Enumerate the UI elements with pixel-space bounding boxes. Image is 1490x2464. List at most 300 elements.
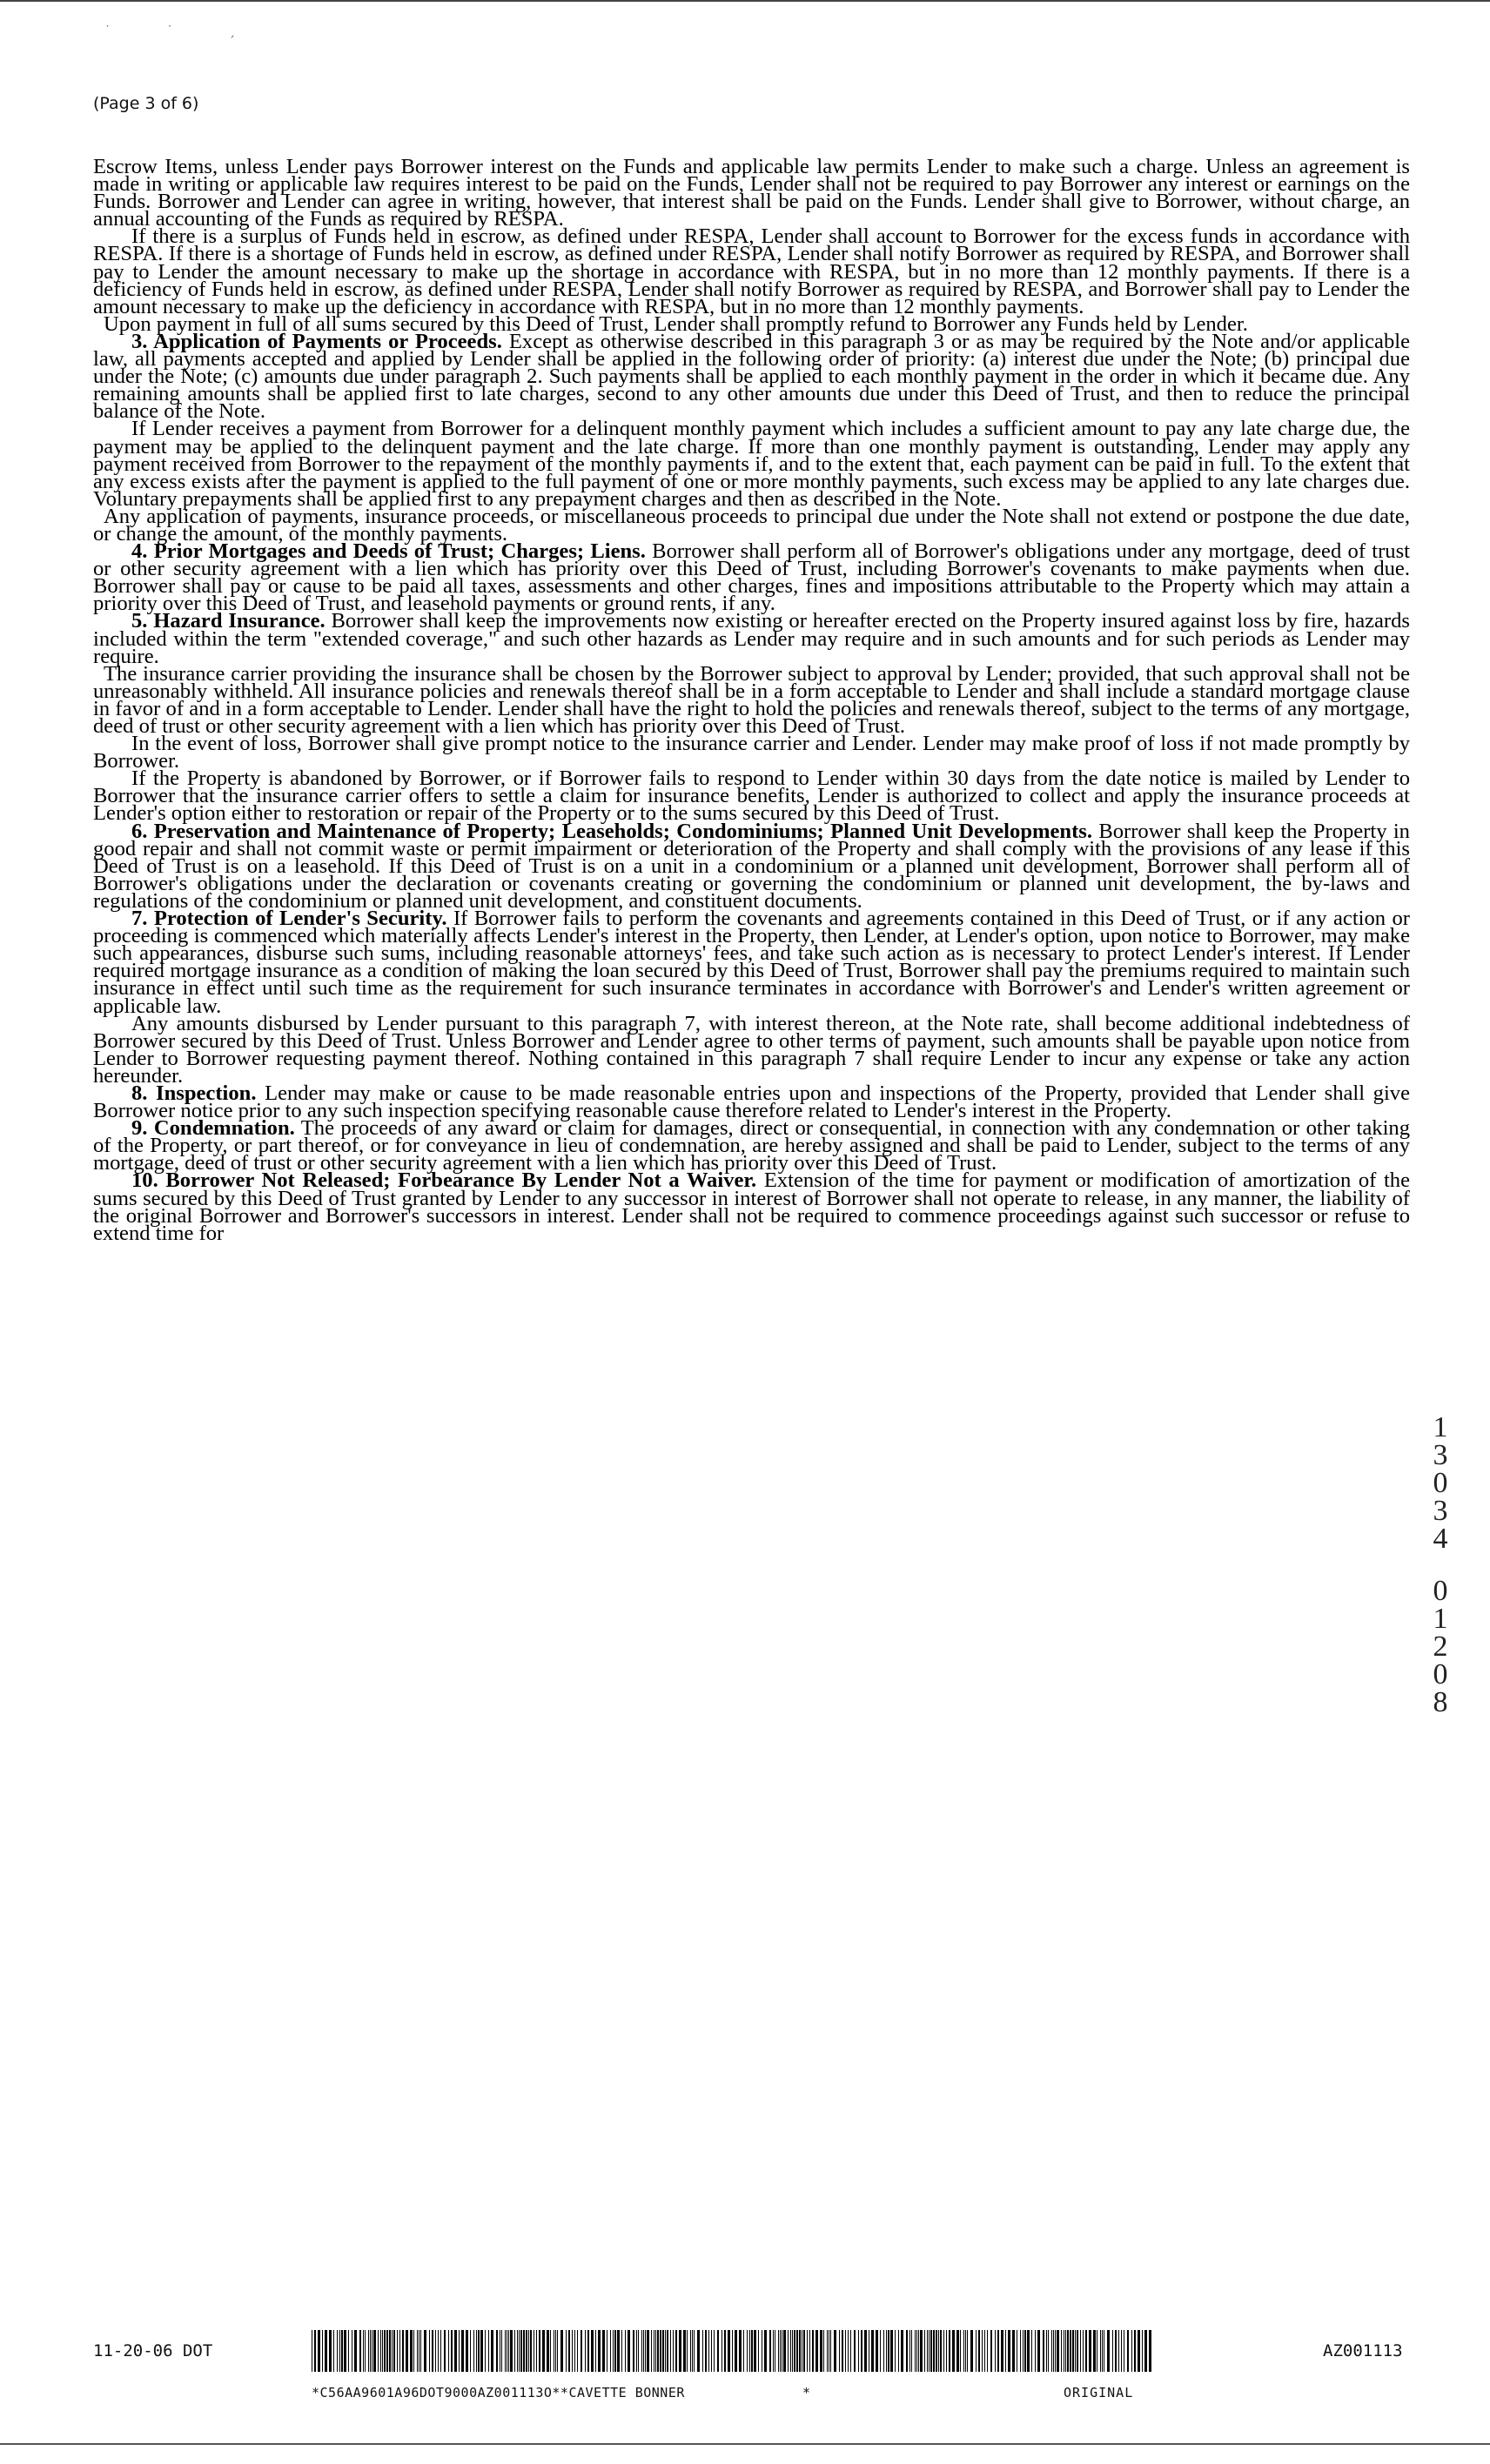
barcode-bar [402, 2330, 404, 2372]
barcode-bar [523, 2330, 525, 2372]
barcode-bar [365, 2330, 366, 2372]
barcode-bar [984, 2330, 985, 2372]
barcode-bar [1112, 2330, 1113, 2372]
barcode-bar [876, 2330, 878, 2372]
barcode-bar [773, 2330, 774, 2372]
barcode-bar [933, 2330, 935, 2372]
barcode-bar [389, 2330, 391, 2372]
barcode-bar [946, 2330, 947, 2372]
barcode-bar [1051, 2330, 1052, 2372]
paragraph-amounts-disbursed: Any amounts disbursed by Lender pursuant to this paragraph 7, with interest thereon, at the Note rate, shall become additional indebtedness of Borrower secured by this Deed of Trust. Unless Borrower and Lender agree to other terms of payment, such amounts shall be payable upon notice from Lender to Borrower requesting payment thereof. Nothing contained in this paragraph 7 shall require Lender to incur any expense or take any action hereunder. [93, 1011, 1410, 1088]
barcode-bar [967, 2330, 968, 2372]
document-body [93, 155, 1411, 1245]
barcode-caption: *C56AA9601A96DOT9000AZ001113O**CAVETTE BONNER [312, 2385, 685, 2400]
barcode-bar [1075, 2330, 1076, 2372]
barcode-bar [842, 2330, 843, 2372]
barcode-bar [647, 2330, 649, 2372]
barcode-bar [501, 2330, 502, 2372]
barcode-bar [769, 2330, 771, 2372]
barcode-bar [1072, 2330, 1074, 2372]
barcode-bar [1027, 2330, 1030, 2372]
barcode-bar [574, 2330, 575, 2372]
section-5-text: Borrower shall keep the improvements now existing or hereafter erected on the Property insured against loss by fire, hazards included within the term "extended coverage," and such other hazards as Lender may require and in such amounts and for such periods as Lender may require. [93, 609, 1410, 668]
barcode-bar [918, 2330, 919, 2372]
stamp-digit: 1 [1433, 1603, 1448, 1635]
barcode-bar [587, 2330, 589, 2372]
barcode-bar [1053, 2330, 1054, 2372]
barcode-bar [850, 2330, 851, 2372]
barcode-bar [747, 2330, 748, 2372]
barcode-bar [670, 2330, 671, 2372]
paragraph-refund: Upon payment in full of all sums secured by this Deed of Trust, Lender shall promptly refund to Borrower any Funds held by Lender. [104, 311, 1248, 336]
barcode-bar [820, 2330, 822, 2372]
barcode-bar [528, 2330, 529, 2372]
barcode-bar [673, 2330, 674, 2372]
barcode-bar [444, 2330, 446, 2372]
barcode-bar [662, 2330, 664, 2372]
barcode-bar [560, 2330, 563, 2372]
barcode-bar [1067, 2330, 1069, 2372]
paragraph-surplus-funds: If there is a surplus of Funds held in escrow, as defined under RESPA, Lender shall account to Borrower for the excess funds in accordance with RESPA. If there is a shortage of Funds held in escrow, as defined under RESPA, Lender shall notify Borrower as required by RESPA, and Borrower shall pay to Lender the amount necessary to make up the shortage in accordance with RESPA, but in no more than 12 monthly payments. If there is a deficiency of Funds held in escrow, as defined under RESPA, Lender shall notify Borrower as required by RESPA, and Borrower shall pay to Lender the amount necessary to make up the deficiency in accordance with RESPA, but in no more than 12 monthly payments. [93, 224, 1410, 318]
barcode-bar [435, 2330, 436, 2372]
barcode-bar [987, 2330, 988, 2372]
barcode-bar [547, 2330, 549, 2372]
barcode-bar [1115, 2330, 1117, 2372]
barcode-bar [909, 2330, 910, 2372]
barcode-bar [1061, 2330, 1062, 2372]
barcode-bar [542, 2330, 545, 2372]
barcode-bar [440, 2330, 441, 2372]
barcode-bar [890, 2330, 893, 2372]
barcode-bar [1037, 2330, 1040, 2372]
barcode-bar [354, 2330, 357, 2372]
barcode-bar [916, 2330, 917, 2372]
barcode-bar [1070, 2330, 1071, 2372]
barcode-bar [692, 2330, 693, 2372]
barcode-bar [1048, 2330, 1049, 2372]
barcode-bar [555, 2330, 556, 2372]
barcode-bar [960, 2330, 961, 2372]
barcode-bar [888, 2330, 889, 2372]
barcode-bar [386, 2330, 388, 2372]
barcode-bar [697, 2330, 700, 2372]
section-6 [93, 819, 1410, 913]
barcode-bar [864, 2330, 867, 2372]
barcode-bar [751, 2330, 753, 2372]
barcode-bar [1065, 2330, 1066, 2372]
section-10 [93, 1168, 1410, 1245]
barcode-bar [1149, 2330, 1151, 2372]
barcode-bar [978, 2330, 980, 2372]
barcode-bar [754, 2330, 756, 2372]
barcode-bar [861, 2330, 862, 2372]
barcode-bar [1093, 2330, 1096, 2372]
barcode-bar [898, 2330, 899, 2372]
original-label: ORIGINAL [1064, 2385, 1134, 2400]
barcode-bar [397, 2330, 398, 2372]
paragraph-insurance-carrier: The insurance carrier providing the insurance shall be chosen by the Borrower subject to approval by Lender; provided, that such approval shall not be unreasonably withheld. All insurance policies and renewals thereof shall be in a form acceptable to Lender and shall include a standard mortgage clause in favor of and in a form acceptable to Lender. Lender shall have the right to hold the policies and renewals thereof, subject to the terms of any mortgage, deed of trust or other security agreement with a lien which has priority over this Deed of Trust. [93, 661, 1410, 738]
barcode-bar [665, 2330, 666, 2372]
barcode-bar [711, 2330, 712, 2372]
barcode-bar [566, 2330, 567, 2372]
barcode-bar [827, 2330, 828, 2372]
barcode-bar [714, 2330, 715, 2372]
barcode-bar [591, 2330, 594, 2372]
barcode-bar [920, 2330, 923, 2372]
barcode-bar [1144, 2330, 1147, 2372]
barcode-bar [359, 2330, 361, 2372]
barcode-bar [1134, 2330, 1136, 2372]
barcode-bar [845, 2330, 846, 2372]
barcode-bar [690, 2330, 691, 2372]
barcode-bar [485, 2330, 486, 2372]
barcode-bar [880, 2330, 881, 2372]
barcode-bar [420, 2330, 421, 2372]
barcode-bar [924, 2330, 925, 2372]
barcode-bar [1020, 2330, 1021, 2372]
barcode-bar [1118, 2330, 1119, 2372]
barcode-bar [803, 2330, 805, 2372]
barcode-bar [337, 2330, 338, 2372]
barcode-bar [943, 2330, 944, 2372]
barcode-bar [1024, 2330, 1026, 2372]
barcode-bar [526, 2330, 527, 2372]
barcode-bar [470, 2330, 471, 2372]
barcode-bar [728, 2330, 730, 2372]
barcode-bar [796, 2330, 798, 2372]
stamp-digit: 4 [1433, 1523, 1448, 1555]
barcode-bar [536, 2330, 537, 2372]
barcode-bar [1142, 2330, 1143, 2372]
barcode-bar [478, 2330, 480, 2372]
barcode-bar [429, 2330, 430, 2372]
barcode-bar [314, 2330, 316, 2372]
barcode-bar [938, 2330, 939, 2372]
barcode-bar [625, 2330, 626, 2372]
barcode-bar [743, 2330, 744, 2372]
section-8-text: Lender may make or cause to be made reasonable entries upon and inspections of the Property, provided that Lender shall give Borrower notice prior to any such inspection specifying reasonable cause therefore related to Lender's interest in the Property. [93, 1081, 1410, 1123]
bottom-edge-line [0, 2443, 1490, 2445]
barcode-bar [783, 2330, 786, 2372]
barcode-bar [339, 2330, 340, 2372]
barcode-bar [438, 2330, 439, 2372]
recording-number-stamp [1426, 1411, 1455, 1718]
barcode-bar [598, 2330, 601, 2372]
barcode-bar [1008, 2330, 1010, 2372]
barcode-bar [792, 2330, 793, 2372]
barcode-bar [906, 2330, 908, 2372]
barcode-bar [568, 2330, 570, 2372]
barcode-bar [930, 2330, 932, 2372]
barcode-bar [1055, 2330, 1056, 2372]
barcode-bar [373, 2330, 376, 2372]
barcode-bar [997, 2330, 999, 2372]
barcode-bar [1138, 2330, 1140, 2372]
barcode-bar [393, 2330, 395, 2372]
barcode-bar [517, 2330, 518, 2372]
section-8-heading: 8. Inspection. [131, 1081, 257, 1105]
barcode-bar [322, 2330, 323, 2372]
section-10-heading: 10. Borrower Not Released; Forbearance By Lender Not a Waiver. [131, 1168, 757, 1193]
barcode-bar [585, 2330, 586, 2372]
barcode-bar [794, 2330, 795, 2372]
barcode-bar [602, 2330, 605, 2372]
barcode-bar [461, 2330, 464, 2372]
barcode-bar [505, 2330, 506, 2372]
barcode-bar [476, 2330, 477, 2372]
barcode-bar [780, 2330, 781, 2372]
barcode-bar [318, 2330, 320, 2372]
section-9 [93, 1116, 1411, 1175]
barcode-bar [368, 2330, 369, 2372]
barcode-bar [643, 2330, 644, 2372]
barcode-bar [749, 2330, 750, 2372]
barcode-bar [675, 2330, 677, 2372]
barcode-bar [1046, 2330, 1047, 2372]
barcode-bar [488, 2330, 489, 2372]
barcode-bar [641, 2330, 642, 2372]
paragraph-event-of-loss: In the event of loss, Borrower shall give prompt notice to the insurance carrier and Lender. Lender may make proof of loss if not made promptly by Borrower. [93, 732, 1410, 773]
barcode-bar [613, 2330, 614, 2372]
barcode-bar [520, 2330, 522, 2372]
barcode-bar [883, 2330, 884, 2372]
barcode-bar [963, 2330, 964, 2372]
barcode-bar [895, 2330, 896, 2372]
barcode-bar [901, 2330, 903, 2372]
form-code: 11-20-06 DOT [93, 2341, 213, 2360]
barcode-bar [1080, 2330, 1081, 2372]
page-number: (Page 3 of 6) [93, 94, 199, 113]
paragraph-property-abandoned: If the Property is abandoned by Borrower, or if Borrower fails to respond to Lender within 30 days from the date notice is mailed by Lender to Borrower that the insurance carrier offers to settle a claim for insurance benefits, Lender is authorized to collect and apply the insurance proceeds at Lender's option either to restoration or repair of the Property or to the sums secured by this Deed of Trust. [93, 767, 1410, 826]
section-4 [93, 539, 1410, 616]
barcode-bar [970, 2330, 973, 2372]
barcode-asterisk: * [802, 2385, 811, 2400]
barcode-bar [550, 2330, 551, 2372]
barcode-bar [915, 2330, 916, 2372]
barcode-bar [927, 2330, 928, 2372]
barcode-bar [341, 2330, 343, 2372]
barcode-bar [406, 2330, 408, 2372]
barcode-bar [392, 2330, 393, 2372]
barcode-bar [344, 2330, 346, 2372]
barcode-bar [799, 2330, 801, 2372]
barcode-bar [508, 2330, 509, 2372]
barcode-bar [638, 2330, 639, 2372]
barcode-bar [1131, 2330, 1132, 2372]
barcode-bar [1057, 2330, 1059, 2372]
barcode-bar [949, 2330, 950, 2372]
stamp-digit: 1 [1433, 1411, 1448, 1443]
barcode-bar [329, 2330, 332, 2372]
stamp-digit: 2 [1433, 1630, 1448, 1663]
section-3-heading: 3. Application of Payments or Proceeds. [131, 329, 502, 353]
barcode-bar [830, 2330, 831, 2372]
stamp-digit: 3 [1433, 1495, 1448, 1527]
barcode-bar [956, 2330, 959, 2372]
section-8 [93, 1081, 1410, 1123]
barcode-bar [1102, 2330, 1103, 2372]
barcode-bar [628, 2330, 630, 2372]
paragraph-escrow-items: Escrow Items, unless Lender pays Borrower interest on the Funds and applicable law permits Lender to make such a charge. Unless an agreement is made in writing or applicable law requires interest to be paid on the Funds, Lender shall not be required to pay Borrower any interest or earnings on the Funds. Borrower and Lender can agree in writing, however, that interest shall be paid on the Funds. Lender shall give to Borrower, without charge, an annual accounting of the Funds as required by RESPA. [93, 155, 1410, 231]
barcode-bar [530, 2330, 532, 2372]
barcode-bar [363, 2330, 364, 2372]
section-7-heading: 7. Protection of Lender's Security. [131, 907, 447, 931]
barcode-bar [976, 2330, 977, 2372]
section-9-heading: 9. Condemnation. [131, 1116, 295, 1141]
barcode-bar [480, 2330, 483, 2372]
barcode [312, 2330, 1154, 2372]
section-6-heading: 6. Preservation and Maintenance of Property; Leaseholds; Condominiums; Planned Unit Developments. [131, 819, 1092, 843]
section-4-text: Borrower shall perform all of Borrower's obligations under any mortgage, deed of trust or other security agreement with a lien which has priority over this Deed of Trust, including Borrower's covenants to make payments when due. Borrower shall pay or cause to be paid all taxes, assessments and other charges, fines and impositions attributable to the Property which may attain a priority over this Deed of Trust, and leasehold payments or ground rents, if any. [93, 539, 1410, 616]
barcode-bar [854, 2330, 856, 2372]
barcode-bar [557, 2330, 558, 2372]
barcode-bar [871, 2330, 874, 2372]
barcode-bar [370, 2330, 371, 2372]
paragraph-application-of-payments: Any application of payments, insurance proceeds, or miscellaneous proceeds to principal due under the Note shall not extend or postpone the due date, or change the amount, of the monthly payments. [93, 504, 1410, 546]
barcode-bar [1077, 2330, 1078, 2372]
stamp-digit: 0 [1433, 1467, 1448, 1499]
barcode-bar [519, 2330, 520, 2372]
barcode-bar [660, 2330, 661, 2372]
stamp-digit: 8 [1433, 1686, 1448, 1718]
barcode-bar [1043, 2330, 1044, 2372]
barcode-bar [1005, 2330, 1006, 2372]
barcode-bar [621, 2330, 622, 2372]
barcode-bar [683, 2330, 686, 2372]
barcode-bar [645, 2330, 646, 2372]
section-3 [93, 329, 1410, 424]
barcode-bar [577, 2330, 578, 2372]
paragraph-delinquent-payment: If Lender receives a payment from Borrower for a delinquent monthly payment which includes a sufficient amount to pay any late charge due, the payment may be applied to the delinquent payment and the late charge. If more than one monthly payment is outstanding, Lender may apply any payment received from Borrower to the repayment of the monthly payments if, and to the extent that, each payment can be paid in full. To the extent that any excess exists after the payment is applied to the full payment of one or more monthly payments, such excess may be applied to any late charges due. Voluntary prepayments shall be applied first to any prepayment charges and then as described in the Note. [93, 417, 1410, 511]
barcode-bar [448, 2330, 449, 2372]
barcode-bar [982, 2330, 983, 2372]
barcode-bar [382, 2330, 383, 2372]
barcode-bar [788, 2330, 789, 2372]
scan-specks: ˙ ˙ ˏ [104, 24, 261, 38]
barcode-bar [1012, 2330, 1015, 2372]
barcode-bar [399, 2330, 400, 2372]
barcode-bar [739, 2330, 742, 2372]
barcode-bar [417, 2330, 418, 2372]
barcode-bar [451, 2330, 453, 2372]
barcode-bar [595, 2330, 596, 2372]
barcode-bar [667, 2330, 668, 2372]
barcode-bar [702, 2330, 703, 2372]
barcode-bar [1107, 2330, 1110, 2372]
barcode-bar [1083, 2330, 1084, 2372]
stamp-gap [1426, 1553, 1455, 1577]
barcode-bar [812, 2330, 814, 2372]
barcode-bar [348, 2330, 349, 2372]
barcode-bar [995, 2330, 996, 2372]
barcode-bar [325, 2330, 327, 2372]
barcode-bar [378, 2330, 379, 2372]
barcode-bar [539, 2330, 540, 2372]
barcode-bar [454, 2330, 457, 2372]
barcode-bar [466, 2330, 468, 2372]
barcode-bar [1001, 2330, 1003, 2372]
barcode-bar [496, 2330, 498, 2372]
stamp-digit: 0 [1433, 1658, 1448, 1691]
section-3-text: Except as otherwise described in this paragraph 3 or as may be required by the Note and/or applicable law, all payments accepted and applied by Lender shall be applied in the following order of priority: (a) interest due under the Note; (b) principal due under the Note; (c) amounts due under paragraph 2. Such payments shall be applied to each monthly payment in the order in which it became due. Any remaining amounts shall be applied first to late charges, second to any other amounts due under this Deed of Trust, and then to reduce the principal balance of the Note. [93, 329, 1410, 424]
barcode-bar [1023, 2330, 1024, 2372]
barcode-bar [1121, 2330, 1122, 2372]
barcode-bar [735, 2330, 737, 2372]
barcode-bar [651, 2330, 652, 2372]
barcode-bar [708, 2330, 709, 2372]
barcode-bar [581, 2330, 582, 2372]
barcode-bar [705, 2330, 707, 2372]
section-7-text: If Borrower fails to perform the covenants and agreements contained in this Deed of Trust, or if any action or proceeding is commenced which materially affects Lender's interest in the Property, then Lender, at Lender's option, upon notice to Borrower, may make such appearances, disburse such sums, including reasonable attorneys' fees, and take such action as is necessary to protect Lender's interest. If Lender required mortgage insurance as a condition of making the loan secured by this Deed of Trust, Borrower shall pay the premiums required to maintain such insurance in effect until such time as the requirement for such insurance terminates in accordance with Borrower's and Lender's written agreement or applicable law. [93, 907, 1410, 1018]
barcode-bar [807, 2330, 808, 2372]
stamp-digit: 3 [1433, 1439, 1448, 1471]
barcode-bar [636, 2330, 637, 2372]
barcode-bar [839, 2330, 840, 2372]
barcode-bar [911, 2330, 912, 2372]
barcode-bar [510, 2330, 513, 2372]
section-4-heading: 4. Prior Mortgages and Deeds of Trust; Charges; Liens. [131, 539, 646, 564]
barcode-bar [432, 2330, 433, 2372]
section-7 [93, 907, 1410, 1018]
barcode-bar [848, 2330, 849, 2372]
barcode-bar [491, 2330, 493, 2372]
barcode-bar [410, 2330, 413, 2372]
barcode-bar [965, 2330, 966, 2372]
barcode-bar [834, 2330, 836, 2372]
barcode-bar [858, 2330, 859, 2372]
barcode-bar [333, 2330, 334, 2372]
top-edge-line [0, 0, 1490, 2]
barcode-bar [655, 2330, 656, 2372]
barcode-bar [815, 2330, 818, 2372]
barcode-bar [687, 2330, 688, 2372]
barcode-bar [459, 2330, 460, 2372]
section-9-text: The proceeds of any award or claim for damages, direct or consequential, in connection with any condemnation or other taking of the Property, or part thereof, or for conveyance in lieu of condemnation, are hereby assigned and shall be paid to Lender, subject to the terms of any mortgage, deed of trust or other security agreement with a lien which has priority over this Deed of Trust. [93, 1116, 1411, 1175]
section-10-text: Extension of the time for payment or modification of amortization of the sums secured by this Deed of Trust granted by Lender to any successor in interest of Borrower shall not operate to release, in any manner, the liability of the original Borrower and Borrower's successors in interest. Lender shall not be required to commence proceedings against such successor or refuse to extend time for [93, 1168, 1410, 1245]
barcode-bar [1127, 2330, 1129, 2372]
barcode-bar [823, 2330, 824, 2372]
section-6-text: Borrower shall keep the Property in good repair and shall not commit waste or permit impairment or deterioration of the Property and shall comply with the provisions of any lease if this Deed of Trust is on a leasehold. If this Deed of Trust is on a unit in a condominium or a planned unit development, Borrower shall perform all of Borrower's obligations under the declaration or covenants creating or governing the condominium or planned unit development, the by-laws and regulations of the condominium or planned unit development, and constituent documents. [93, 819, 1410, 913]
barcode-bar [424, 2330, 426, 2372]
barcode-bar [778, 2330, 779, 2372]
barcode-bar [936, 2330, 937, 2372]
barcode-bar [610, 2330, 611, 2372]
barcode-bar [694, 2330, 695, 2372]
barcode-bar [1085, 2330, 1087, 2372]
barcode-bar [572, 2330, 573, 2372]
barcode-bar [1031, 2330, 1032, 2372]
barcode-bar [1035, 2330, 1036, 2372]
barcode-bar [940, 2330, 942, 2372]
barcode-bar [1089, 2330, 1091, 2372]
barcode-bar [614, 2330, 616, 2372]
barcode-bar [413, 2330, 414, 2372]
stamp-digit: 0 [1433, 1575, 1448, 1607]
barcode-bar [679, 2330, 681, 2372]
document-code: AZ001113 [1323, 2341, 1403, 2360]
barcode-bar [633, 2330, 634, 2372]
barcode-bar [473, 2330, 474, 2372]
barcode-bar [1100, 2330, 1101, 2372]
section-5-heading: 5. Hazard Insurance. [131, 609, 326, 633]
barcode-bar [809, 2330, 810, 2372]
barcode-bar [717, 2330, 719, 2372]
barcode-bar [929, 2330, 930, 2372]
barcode-bar [758, 2330, 759, 2372]
barcode-bar [790, 2330, 791, 2372]
barcode-bar [952, 2330, 955, 2372]
barcode-bar [724, 2330, 726, 2372]
